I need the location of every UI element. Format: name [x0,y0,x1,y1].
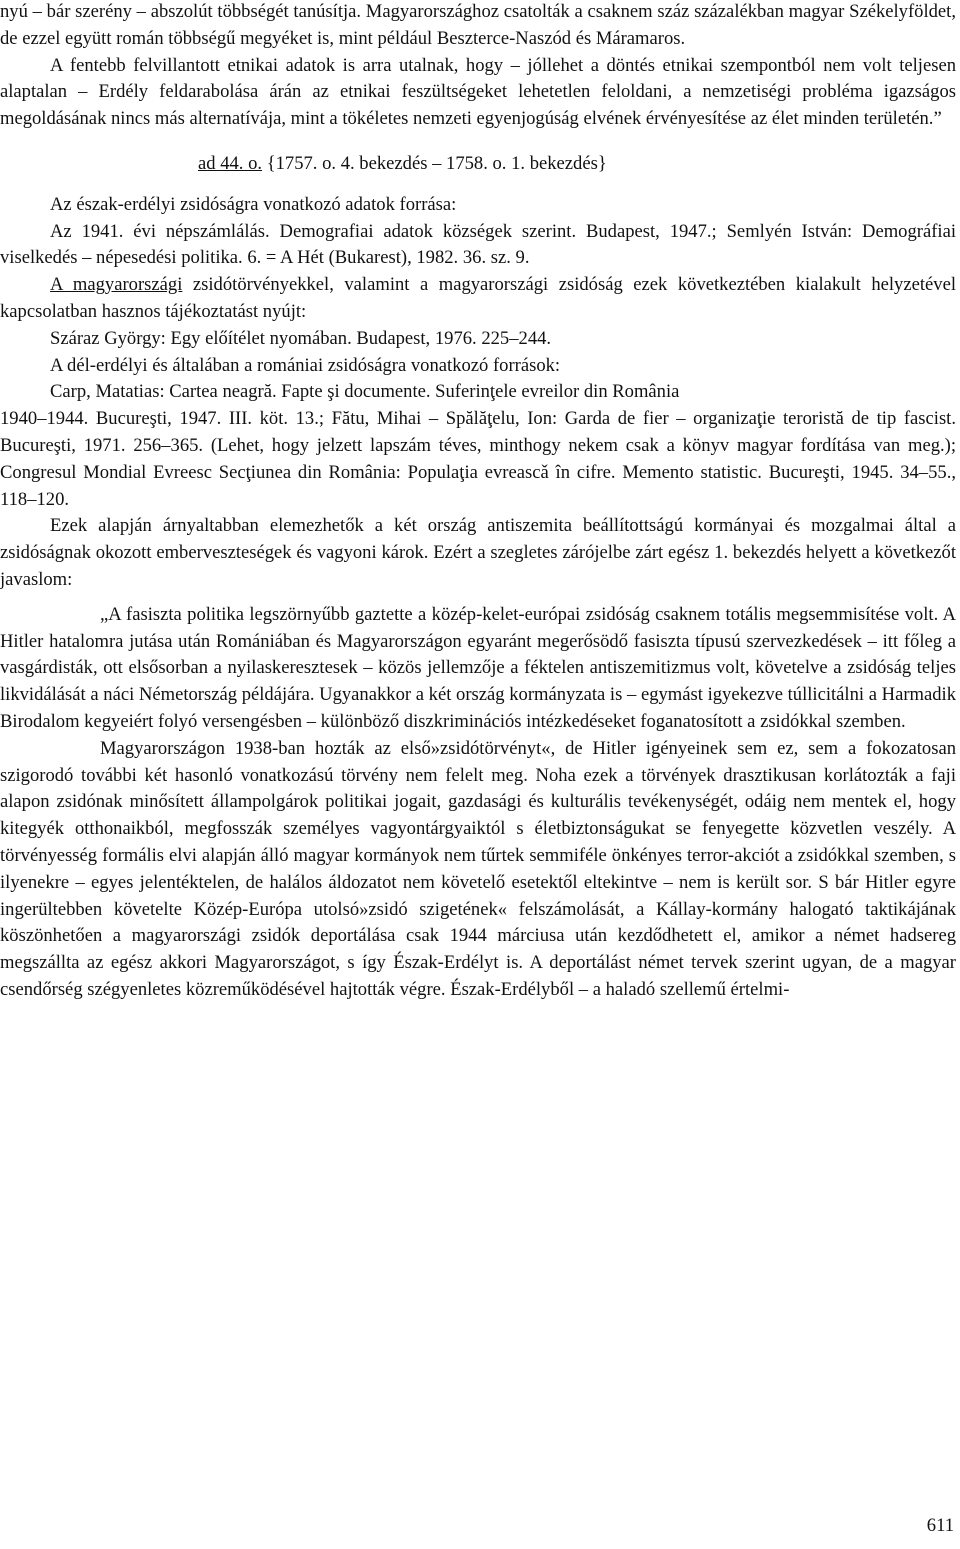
source-szaraz: Száraz György: Egy előítélet nyomában. Budapest, 1976. 225–244. [50,327,552,349]
sources-hungary-text: zsidótörvényekkel, valamint a magyarországi zsidóság ezek következtében kialakult helyzetével kapcsolatban hasznos tájékoztatást nyújt: [0,274,956,322]
sources-south-list: 1940–1944. Bucureşti, 1947. III. köt. 13.; Fătu, Mihai – Spălăţelu, Ion: Garda de fier – organizaţie teroristă de tip fascist. Bucureşti, 1971. 256–365. (Lehet, hogy jelzett lapszám téves, minthogy nekem csak a könyv magyar fordítása van meg.); Congresul Mondial Evreesc Secţiunea din România: Populaţia evreascǎ în cifre. Memento statistic. Bucureşti, 1945. 34–55., 118–120. [0,408,956,510]
sources-heading-south: A dél-erdélyi és általában a romániai zsidóságra vonatkozó források: [50,354,561,376]
quote-paragraph-2: Magyarországon 1938-ban hozták az első»zsidótörvényt«, de Hitler igényeinek sem ez, sem a fokozatosan szigorodó további két hasonló vonatkozású törvény nem felelt meg. Noha ezek a törvények drasztikusan korlátozták a faji alapon zsidónak minősített állampolgárok politikai jogait, gazdasági és kulturális tevékenységét, odáig nem mentek el, hogy kitegyék otthonaikból, megfosszák személyes vagyontárgyaiktól s életbiztonságukat se fenyegette közvetlen veszély. A törvényesség formális elvi alapján álló magyar kormányok nem tűrtek semmiféle önkényes terror-akciót a zsidókkal szemben, s ilyenekre – egyes jelentéktelen, de halálos áldozatot nem követelő esetektől eltekintve – nem is került sor. S bár Hitler egyre ingerültebben követelte Közép-Európa utolsó»zsidó szigetének« felszámolását, a Kállay-kormány halogató taktikájának köszönhetően a magyarországi zsidók deportálása csak 1944 márciusa után kezdődhetett el, amikor a német hadsereg megszállta az egész akkori Magyarországot, s így Észak-Erdélyt is. A deportálást német tervek szerint ugyan, de a magyar csendőrség szégyenletes közreműködésével hajtották végre. Észak-Erdélyből – a haladó szellemű értelmi- [0,737,956,1000]
proposal-paragraph: Ezek alapján árnyaltabban elemezhetők a két ország antiszemita beállítottságú kormányai és mozgalmai által a zsidóságnak okozott emberveszteségek és vagyoni károk. Ezért a szegletes zárójelbe zárt egész 1. bekezdés helyett a következőt javaslom: [0,515,956,590]
reference-link[interactable]: ad 44. o. [198,152,263,174]
quote-paragraph-1: „A fasiszta politika legszörnyűbb gaztette a közép-kelet-európai zsidóság csaknem totális megsemmisítése volt. A Hitler hatalomra jutása után Romániában és Magyarországon egyaránt megerősödő fasiszta típusú szervezkedések – itt főleg a vasgárdisták, ott elsősorban a nyilaskeresztesek – közös jellemzője a féktelen antiszemitizmus volt, követelve a zsidóság teljes likvidálását a náci Németország példájára. Ugyanakkor a két ország kormányzata is – egymást igyekezve túllicitálni a Harmadik Birodalom kegyeiért folyó versengésben – különböző diszkriminációs intézkedéseket foganatosított a zsidókkal szemben. [0,603,956,732]
source-carp-line: Carp, Matatias: Cartea neagră. Fapte şi documente. Suferinţele evreilor din România [50,381,680,403]
sources-heading-north: Az észak-erdélyi zsidóságra vonatkozó adatok forrása: [50,193,457,215]
sources-hungary-paragraph [0,272,956,326]
paragraph-ethnic-data: A fentebb felvillantott etnikai adatok is arra utalnak, hogy – jóllehet a döntés etnikai szempontból nem volt teljesen alaptalan – Erdély feldarabolása árán az etnikai feszültségeket lehetetlen feloldani, a nemzetiségi probléma igazságos megoldásának nincs más alternatívája, mint a tökéletes nemzeti egyenjogúság elvének érvényesítése az élet minden területén.” [0,54,956,130]
reference-line [50,151,956,178]
page-number: 611 [926,1515,954,1536]
reference-range: {1757. o. 4. bekezdés – 1758. o. 1. bekezdés} [262,152,607,174]
underlined-phrase: A magyarországi [50,274,183,296]
spacer [50,133,956,151]
sources-north-list: Az 1941. évi népszámlálás. Demografiai adatok községek szerint. Budapest, 1947.; Semlyén István: Demográfiai viselkedés – népesedési politika. 6. = A Hét (Bukarest), 1982. 36. sz. 9. [0,220,956,269]
paragraph-continuation: nyú – bár szerény – abszolút többségét tanúsítja. Magyarországhoz csatolták a csaknem száz százalékban magyar Székelyföldet, de ezzel együtt román többségű megyéket is, mint például Beszterce-Naszód és Máramaros. [0,1,956,49]
spacer [50,178,956,192]
